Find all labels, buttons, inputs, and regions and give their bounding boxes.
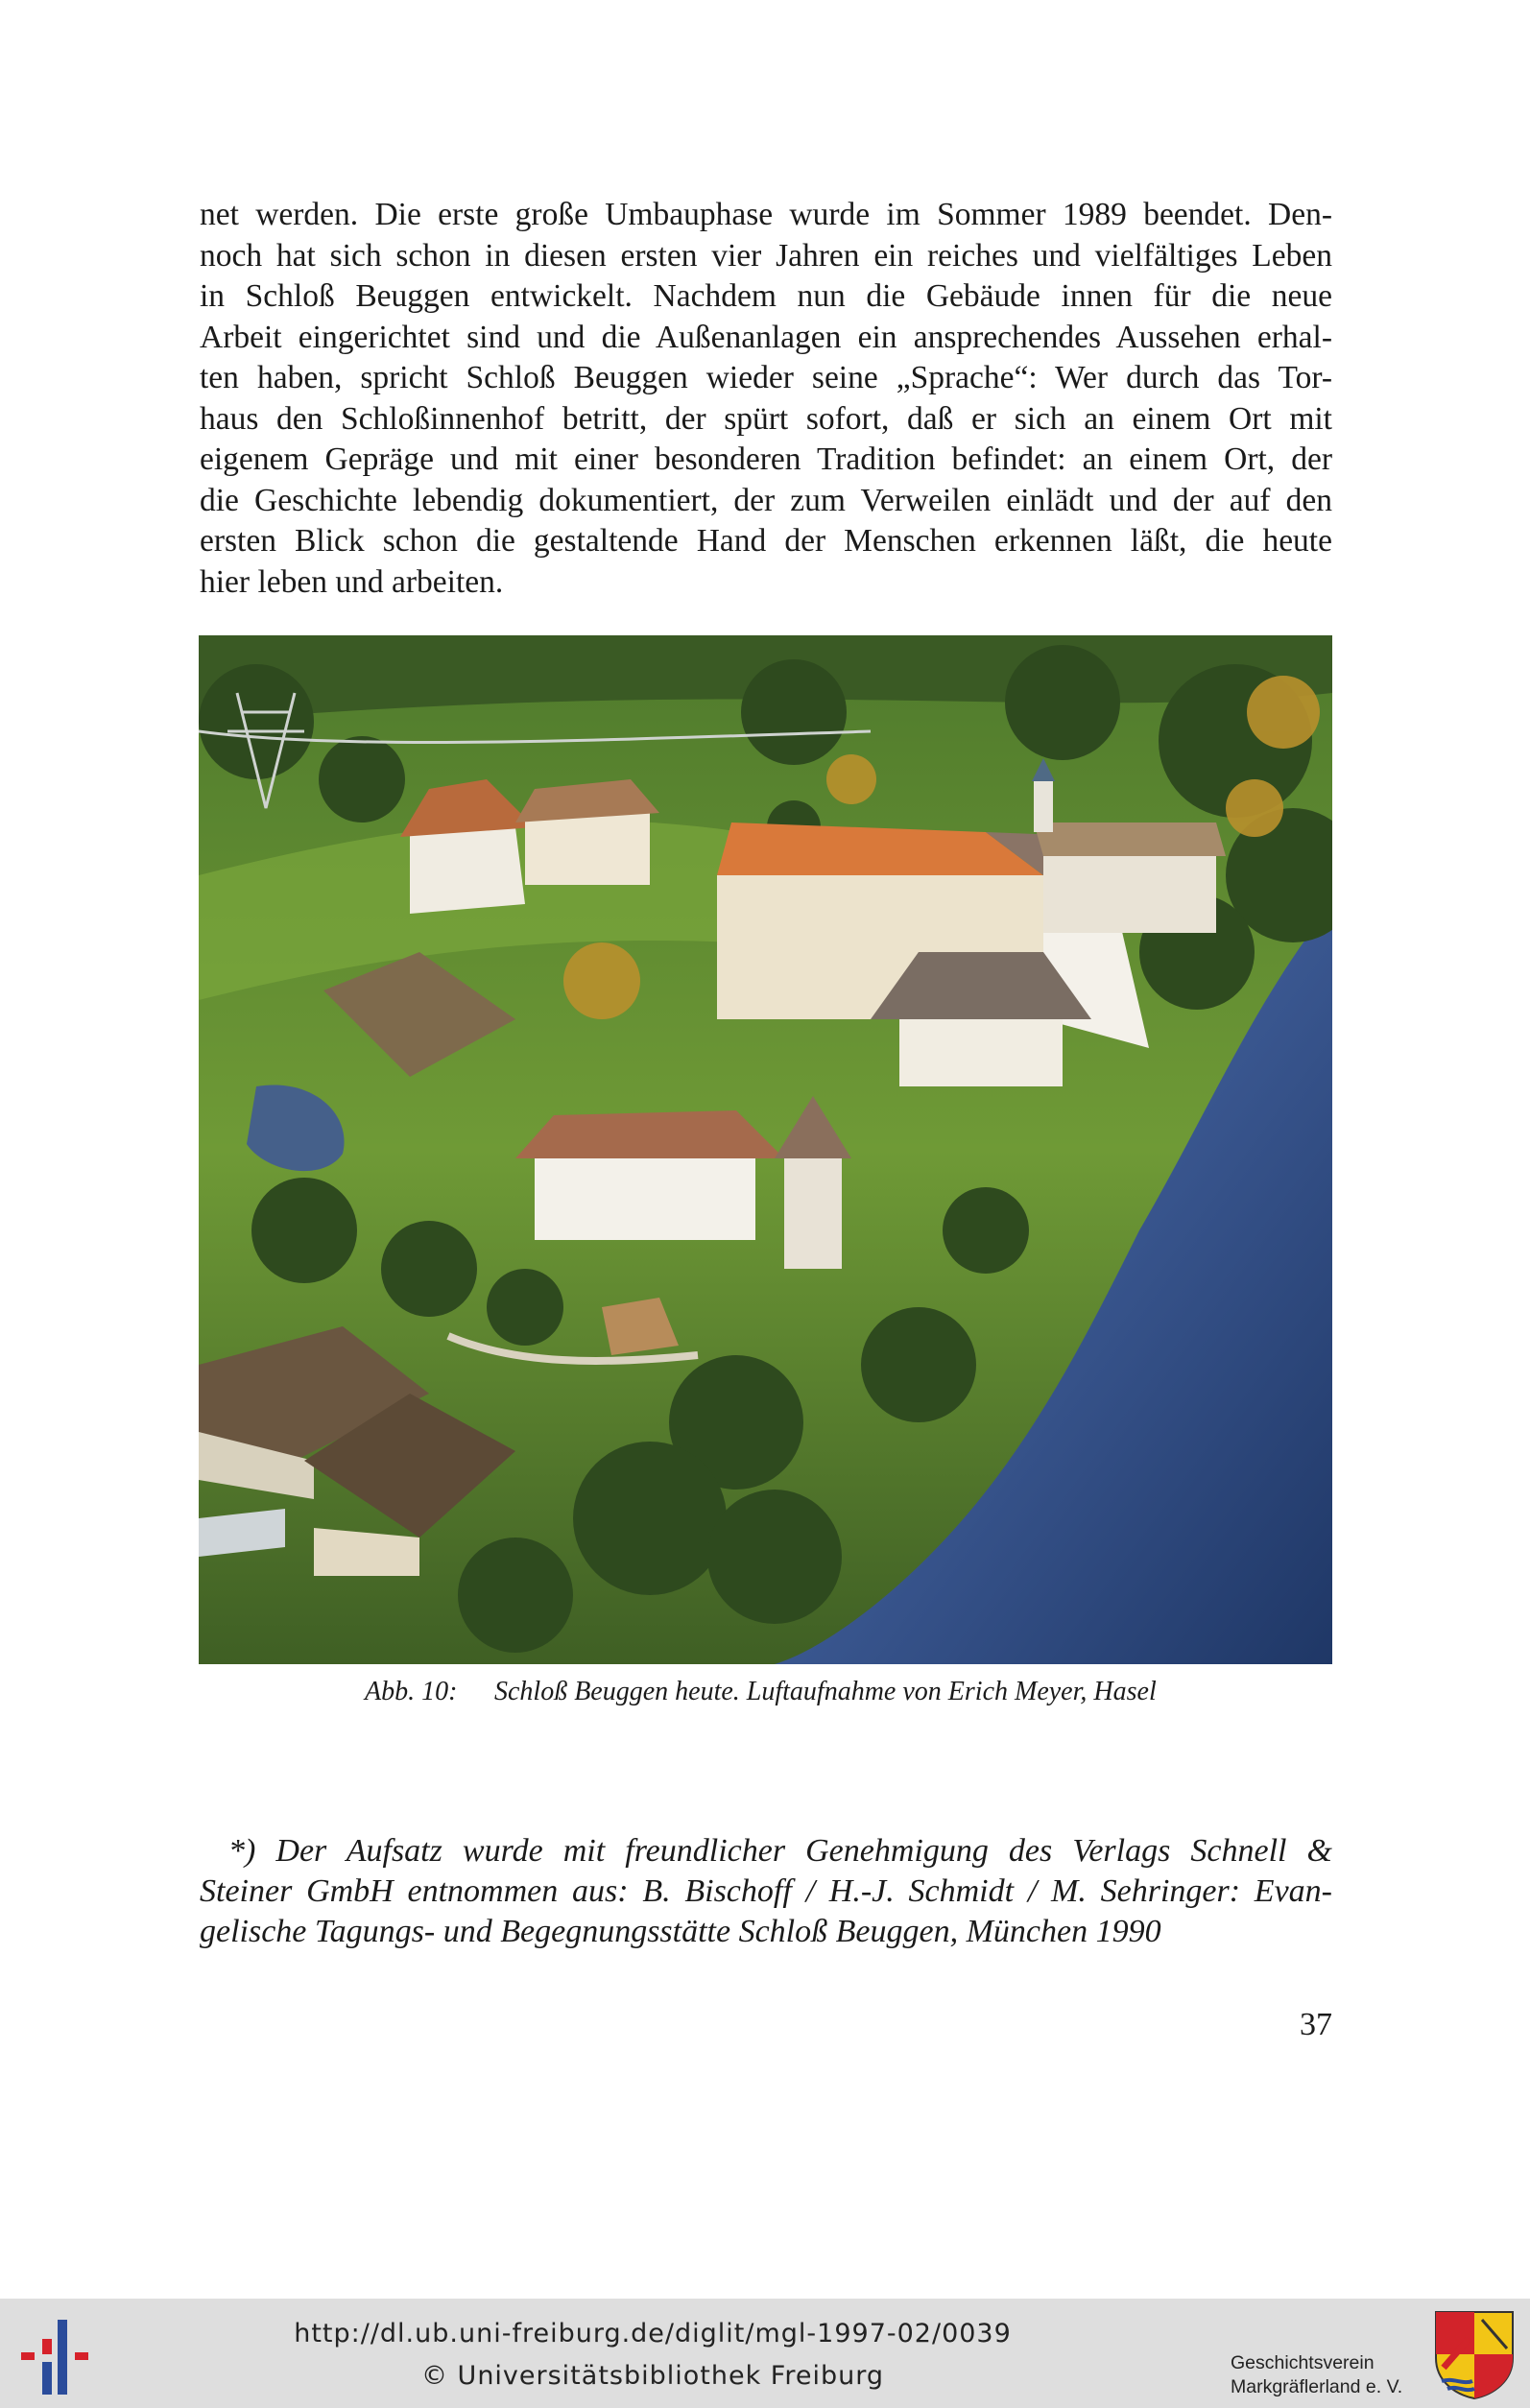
body-line: die Geschichte lebendig dokumentiert, der zum Verweilen einlädt und der auf den (200, 482, 1332, 518)
body-line: net werden. Die erste große Umbauphase wurde im Sommer 1989 beendet. Den- (200, 197, 1332, 232)
body-line: haus den Schloßinnenhof betritt, der spürt sofort, daß er sich an einem Ort mit (200, 400, 1332, 437)
footer-bar (0, 2299, 1530, 2408)
footnote-line: gelische Tagungs- und Begegnungsstätte Schloß Beuggen, München 1990 (200, 1914, 1161, 1949)
body-line: hier leben und arbeiten. (200, 563, 504, 600)
body-line: ersten Blick schon die gestaltende Hand der Menschen erkennen läßt, die heute (200, 523, 1332, 559)
footnote-line: *) Der Aufsatz wurde mit freundlicher Genehmigung des Verlags Schnell & (228, 1833, 1332, 1869)
body-line: Arbeit eingerichtet sind und die Außenanlagen ein ansprechendes Aussehen erhal- (200, 319, 1332, 355)
figure-label: Abb. 10: (365, 1677, 458, 1706)
body-line: eigenem Gepräge und mit einer besonderen Tradition befindet: an einem Ort, der (200, 441, 1332, 477)
footnote (200, 1831, 1332, 1952)
society-name-line1: Geschichtsverein (1231, 2352, 1375, 2373)
figure-caption-text: Schloß Beuggen heute. Luftaufnahme von Erich Meyer, Hasel (494, 1677, 1157, 1706)
aerial-photo-schloss-beuggen (199, 635, 1332, 1664)
body-line: in Schloß Beuggen entwickelt. Nachdem nun die Gebäude innen für die neue (200, 278, 1332, 314)
footer-url-link[interactable]: http://dl.ub.uni-freiburg.de/diglit/mgl-1997-02/0039 (294, 2319, 1012, 2348)
society-name (1231, 2351, 1422, 2399)
ub-freiburg-logo-icon (21, 2314, 100, 2396)
page-number: 37 (1300, 2007, 1332, 2042)
coat-of-arms-icon (1434, 2310, 1515, 2400)
footnote-line: Steiner GmbH entnommen aus: B. Bischoff / H.-J. Schmidt / M. Sehringer: Evan- (200, 1873, 1332, 1909)
society-name-line2: Markgräflerland e. V. (1231, 2376, 1403, 2397)
body-line: noch hat sich schon in diesen ersten vier Jahren ein reiches und vielfältiges Leben (200, 237, 1332, 274)
body-paragraph (200, 195, 1332, 603)
figure-caption (365, 1676, 1229, 1708)
footer-copyright: © Universitätsbibliothek Freiburg (420, 2361, 885, 2391)
body-line: ten haben, spricht Schloß Beuggen wieder seine „Sprache“: Wer durch das Tor- (200, 360, 1332, 395)
aerial-photo-illustration (199, 635, 1332, 1664)
